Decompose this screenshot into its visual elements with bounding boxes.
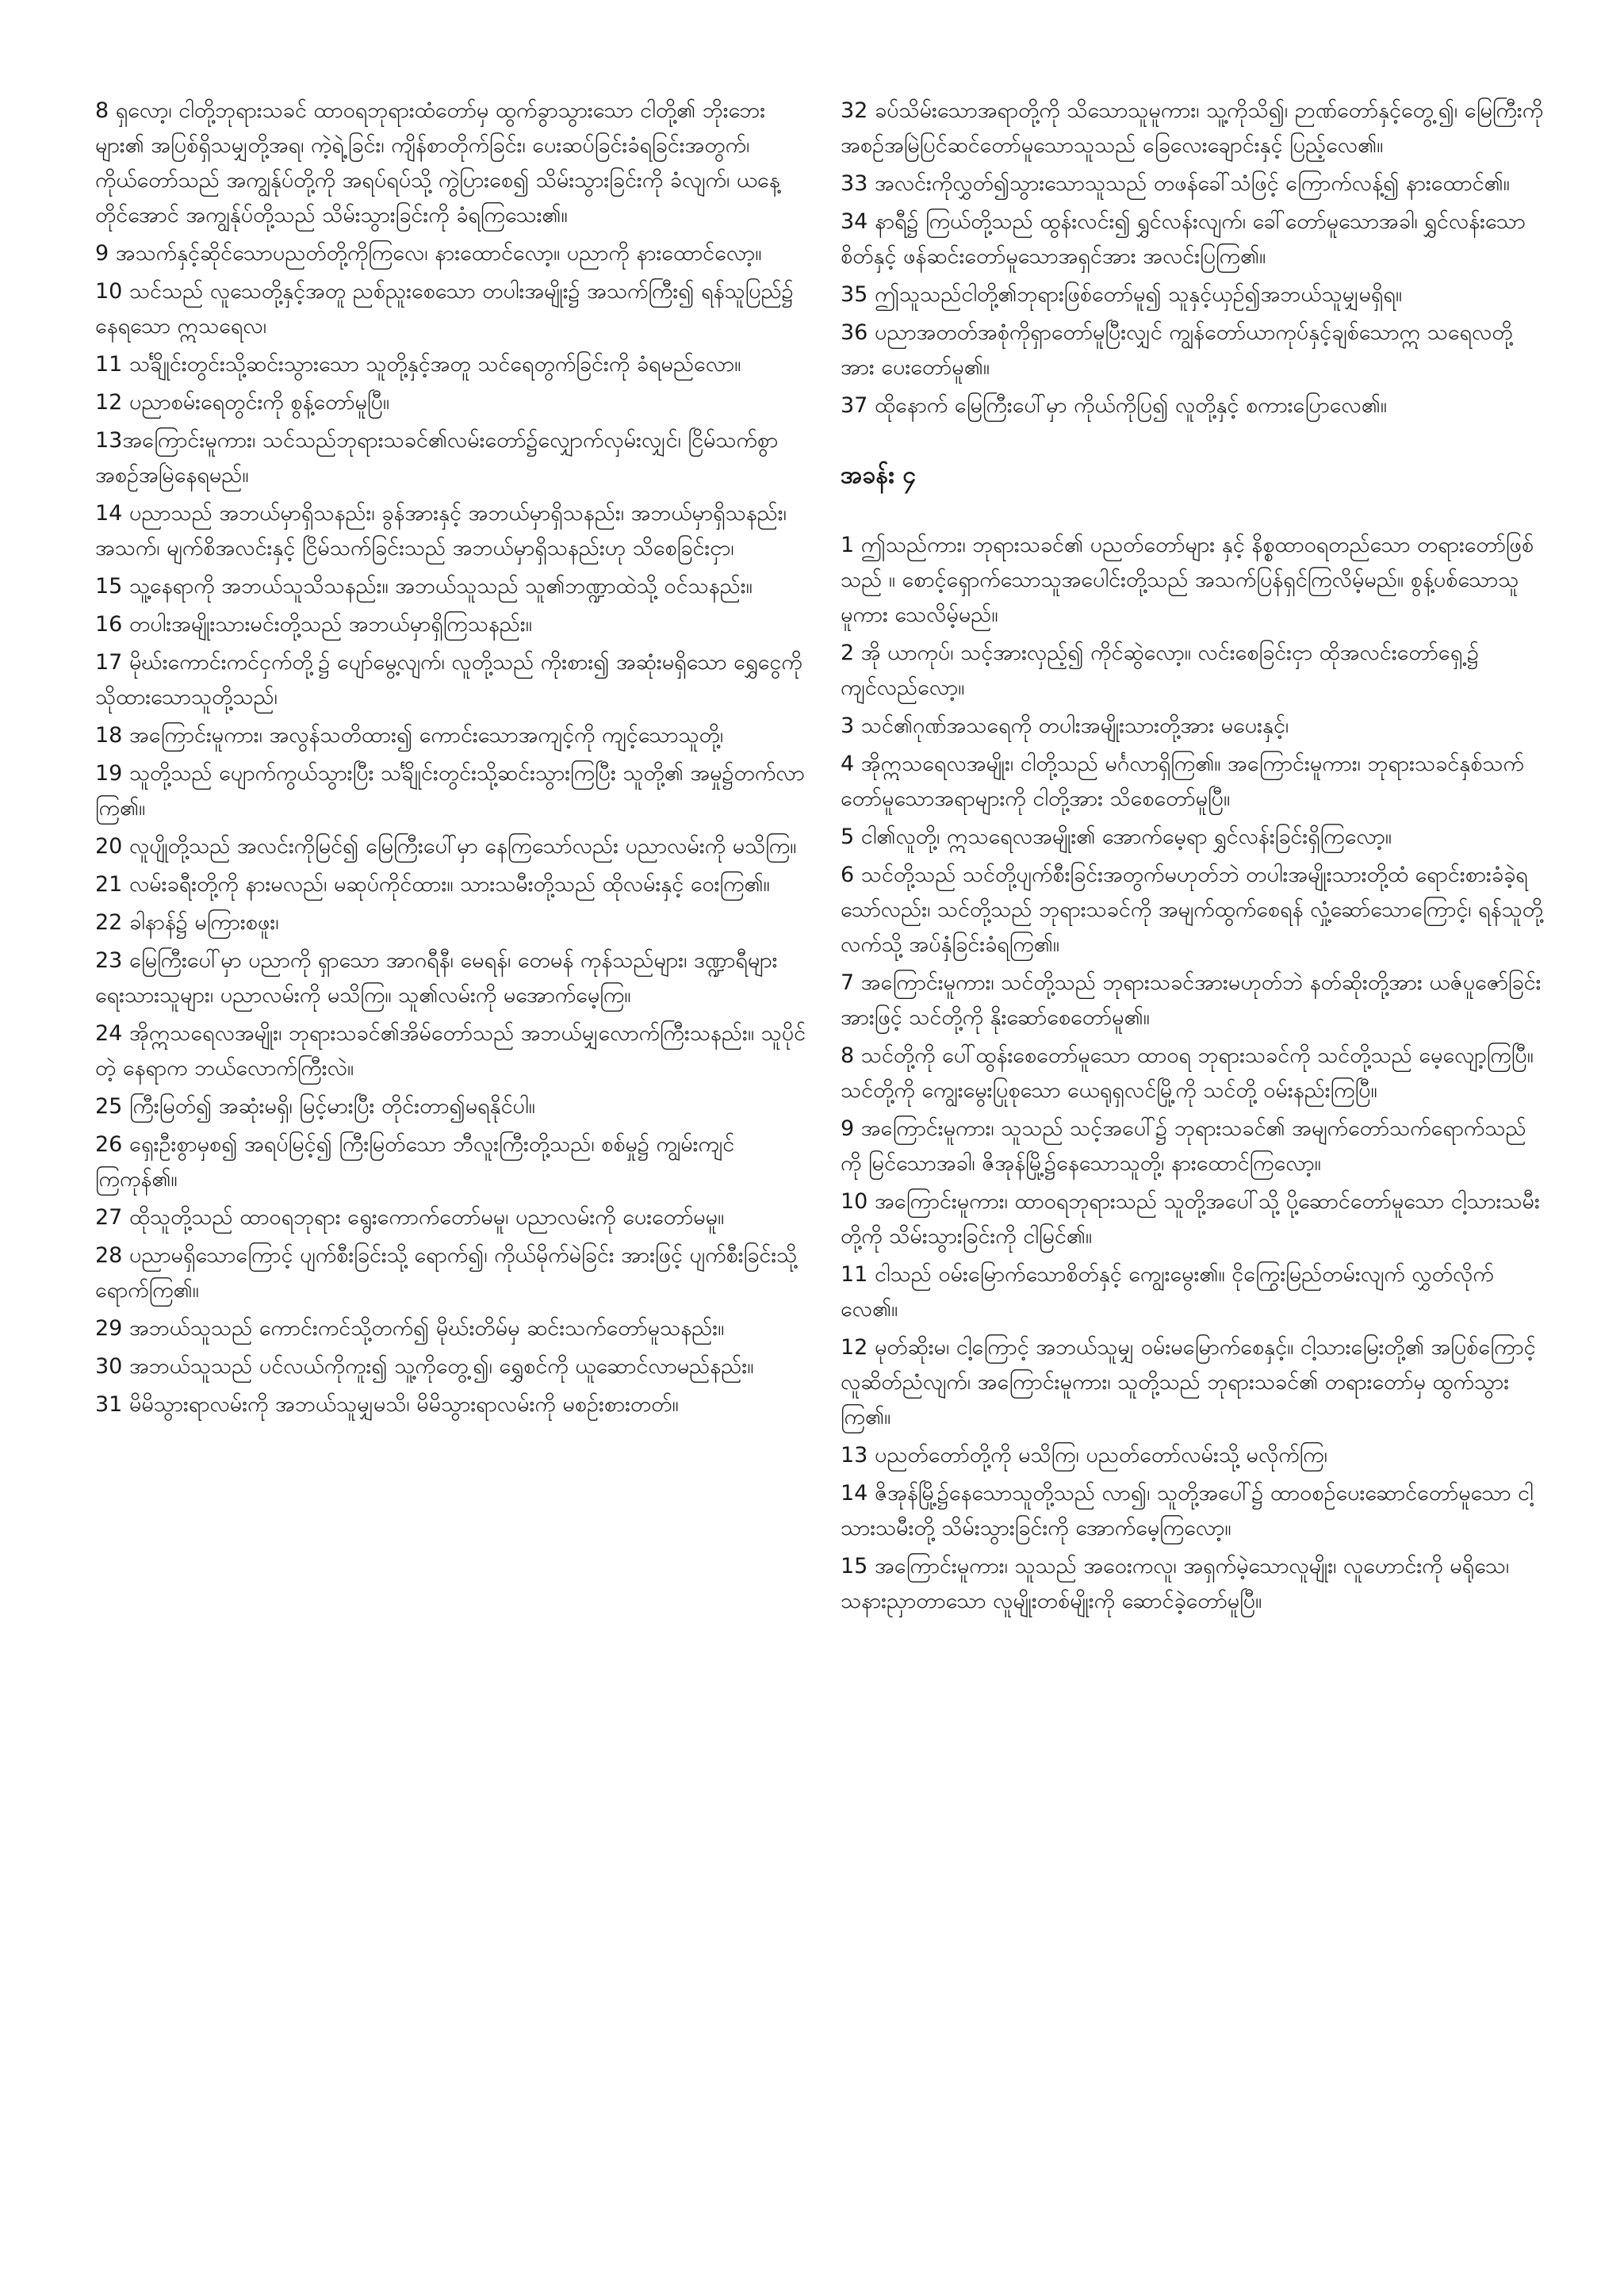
verse: 32 ခပ်သိမ်းသောအရာတို့ကို သိသောသူမူကား၊ သူ့ကိုသိ၍၊ ဉာဏ်တော်နှင့်တွေ့၍၊ မြေကြီးကို အစဉ်အမြဲပြင်ဆင်တော်မူသောသူသည် ခြေလေးချောင်းနှင့် ပြည့်လေ၏။ [841,98,1544,158]
verse: 30 အဘယ်သူသည် ပင်လယ်ကိုကူး၍ သူ့ကိုတွေ့၍၊ ရွှေစင်ကို ယူဆောင်လာမည်နည်း။ [95,1354,754,1379]
verse: 7 အကြောင်းမူကား၊ သင်တို့သည် ဘုရားသခင်အားမဟုတ်ဘဲ နတ်ဆိုးတို့အား ယဇ်ပူဇော်ခြင်းအားဖြင့် သင်တို့ကို နိုးဆော်စေတော်မူ၏။ [841,970,1542,1030]
right-column [841,94,1546,2234]
verse: 25 ကြီးမြတ်၍ အဆုံးမရှိ၊ မြင့်မားပြီး တိုင်းတာ၍မရနိုင်ပါ။ [95,1094,535,1119]
verse: 2 အို ယာကုပ်၊ သင့်အားလှည့်၍ ကိုင်ဆွဲလော့။ လင်းစေခြင်းငှာ ထိုအလင်းတော်ရှေ့၌ ကျင်လည်လော့။ [841,641,1480,700]
verse: 10 အကြောင်းမူကား၊ ထာဝရဘုရားသည် သူတို့အပေါ်သို့ ပို့ဆောင်တော်မူသော ငါ့သားသမီးတို့ကို သိမ်းသွားခြင်းကို ငါမြင်၏။ [841,1189,1540,1249]
verse: 21 လမ်းခရီးတို့ကို နားမလည်၊ မဆုပ်ကိုင်ထား။ သားသမီးတို့သည် ထိုလမ်းနှင့် ဝေးကြ၏။ [95,872,770,897]
verse: 8 သင်တို့ကို ပေါ်ထွန်းစေတော်မူသော ထာဝရ ဘုရားသခင်ကို သင်တို့သည် မေ့လျော့ကြပြီ။ သင်တို့ကို ကျွေးမွေးပြုစုသော ယေရုရှလင်မြို့ကို သင်တို့ ဝမ်းနည်းကြပြီ။ [841,1043,1534,1103]
verse: 36 ပညာအတတ်အစုံကိုရှာတော်မူပြီးလျှင် ကျွန်တော်ယာကုပ်နှင့်ချစ်သောဣ သရေလတို့အား ပေးတော်မူ၏။ [841,320,1513,380]
verse: 9 အသက်နှင့်ဆိုင်သောပညတ်တို့ကိုကြလေ၊ နားထောင်လော့။ ပညာကို နားထောင်လော့။ [95,241,762,266]
verse: 27 ထိုသူတို့သည် ထာဝရဘုရား ရွေးကောက်တော်မမူ၊ ပညာလမ်းကို ပေးတော်မမူ။ [95,1205,725,1230]
verse: 28 ပညာမရှိသောကြောင့် ပျက်စီးခြင်းသို့ ရောက်၍၊ ကိုယ်မိုက်မဲခြင်း အားဖြင့် ပျက်စီးခြင်းသို့ ရောက်ကြ၏။ [95,1243,798,1303]
verse: 10 သင်သည် လူသေတို့နှင့်အတူ ညစ်ညူးစေသော တပါးအမျိုး၌ အသက်ကြီး၍ ရန်သူပြည်၌ နေရသော ဣသရေလ၊ [95,279,794,339]
verse: 37 ထိုနောက် မြေကြီးပေါ်မှာ ကိုယ်ကိုပြ၍ လူတို့နှင့် စကားပြောလေ၏။ [841,393,1387,418]
verse: 31 မိမိသွားရာလမ်းကို အဘယ်သူမျှမသိ၊ မိမိသွားရာလမ်းကို မစဉ်းစားတတ်။ [95,1392,679,1417]
right-column-verses-after [841,528,1546,1619]
verse: 13 ပညတ်တော်တို့ကို မသိကြ၊ ပညတ်တော်လမ်းသို့ မလိုက်ကြ၊ [841,1443,1327,1468]
verse: 33 အလင်းကိုလွှတ်၍သွားသောသူသည် တဖန်ခေါ်သံဖြင့် ကြောက်လန့်၍ နားထောင်၏။ [841,171,1510,196]
verse: 1 ဤသည်ကား၊ ဘုရားသခင်၏ ပညတ်တော်များ နှင့် နိစ္စထာဝရတည်သော တရားတော်ဖြစ်သည် ။ စောင့်ရှောက်သောသူအပေါင်းတို့သည် အသက်ပြန်ရှင်ကြလိမ့်မည်။ စွန့်ပစ်သောသူမူကား သေလိမ့်မည်။ [841,533,1534,627]
verse: 22 ခါနာန်၌ မကြားစဖူး၊ [95,910,279,935]
verse: 3 သင်၏ဂုဏ်အသရေကို တပါးအမျိုးသားတို့အား မပေးနှင့်၊ [841,714,1289,738]
verse: 23 မြေကြီးပေါ်မှာ ပညာကို ရှာသော အာဂရီနီ၊ မေရန်၊ တေမန် ကုန်သည်များ၊ ဒဏ္ဍာရီများ ရေးသားသူများ၊ ပညာလမ်းကို မသိကြ။ သူ၏လမ်းကို မအောက်မေ့ကြ။ [95,948,778,1008]
verse: 12 ပညာစမ်းရေတွင်းကို စွန့်တော်မူပြီ။ [95,390,390,415]
verse: 11 ငါသည် ဝမ်းမြောက်သောစိတ်နှင့် ကျွေးမွေး၏။ ငိုကြွေးမြည်တမ်းလျက် လွှတ်လိုက်လေ၏။ [841,1262,1494,1322]
verse: 15 သူ့နေရာကို အဘယ်သူသိသနည်း။ အဘယ်သူသည် သူ၏ဘဏ္ဍာထဲသို့ ဝင်သနည်း။ [95,574,753,599]
verse: 26 ရှေးဦးစွာမှစ၍ အရပ်မြင့်၍ ကြီးမြတ်သော ဘီလူးကြီးတို့သည်၊ စစ်မှု၌ ကျွမ်းကျင်ကြကုန်၏။ [95,1132,735,1192]
verse: 8 ရှလော့၊ ငါတို့ဘုရားသခင် ထာဝရဘုရားထံတော်မှ ထွက်ခွာသွားသော ငါတို့၏ ဘိုးဘေးများ၏ အပြစ်ရှိသမျှတို့အရ၊ ကဲ့ရဲ့ခြင်း၊ ကျိန်စာတိုက်ခြင်း၊ ပေးဆပ်ခြင်းခံရခြင်းအတွက်၊ ကိုယ်တော်သည် အကျွန်ုပ်တို့ကို အရပ်ရပ်သို့ ကွဲပြားစေ၍ သိမ်းသွားခြင်းကို ခံလျက်၊ ယနေ့တိုင်အောင် အကျွန်ုပ်တို့သည် သိမ်းသွားခြင်းကို ခံရကြသေး၏။ [95,98,780,228]
verse: 5 ငါ၏လူတို့၊ ဣသရေလအမျိုး၏ အောက်မေ့ရာ ရွှင်လန်းခြင်းရှိကြလော့။ [841,825,1392,849]
right-column-verses-before [841,94,1546,423]
left-column [95,94,809,2234]
verse: 19 သူတို့သည် ပျောက်ကွယ်သွားပြီး သင်္ချိုင်းတွင်းသို့ဆင်းသွားကြပြီး သူတို့၏ အမှု၌တက်လာကြ၏။ [95,761,805,821]
document-page [95,94,1546,2234]
verse: 9 အကြောင်းမူကား၊ သူသည် သင့်အပေါ်၌ ဘုရားသခင်၏ အမျက်တော်သက်ရောက်သည်ကို မြင်သောအခါ၊ ဇိအုန်မြို့၌နေသောသူတို့၊ နားထောင်ကြလော့။ [841,1116,1526,1176]
verse: 6 သင်တို့သည် သင်တို့ပျက်စီးခြင်းအတွက်မဟုတ်ဘဲ တပါးအမျိုးသားတို့ထံ ရောင်းစားခံခဲ့ရသော်လည်း၊ သင်တို့သည် ဘုရားသခင်ကို အမျက်ထွက်စေရန် လှုံ့ဆော်သောကြောင့်၊ ရန်သူတို့လက်သို့ အပ်နှံခြင်းခံရကြ၏။ [841,863,1544,957]
chapter-heading: အခန်း ၄ [841,461,916,489]
verse: 14 ပညာသည် အဘယ်မှာရှိသနည်း၊ ခွန်အားနှင့် အဘယ်မှာရှိသနည်း၊ အဘယ်မှာရှိသနည်း၊ အသက်၊ မျက်စိအလင်းနှင့် ငြိမ်သက်ခြင်းသည် အဘယ်မှာရှိသနည်းဟု သိစေခြင်းငှာ၊ [95,501,787,561]
verse: 12 မုတ်ဆိုးမ၊ ငါ့ကြောင့် အဘယ်သူမျှ ဝမ်းမမြောက်စေနှင့်။ ငါ့သားမြေးတို့၏ အပြစ်ကြောင့် လူဆိတ်ညံလျက်၊ အကြောင်းမူကား၊ သူတို့သည် ဘုရားသခင်၏ တရားတော်မှ ထွက်သွားကြ၏။ [841,1335,1536,1429]
verse: 15 အကြောင်းမူကား၊ သူသည် အဝေးကလူ၊ အရှက်မဲ့သောလူမျိုး၊ လူဟောင်းကို မရိုသေ၊ သနားညှာတာသော လူမျိုးတစ်မျိုးကို ဆောင်ခဲ့တော်မူပြီ။ [841,1554,1510,1613]
verse: 11 သင်္ချိုင်းတွင်းသို့ဆင်းသွားသော သူတို့နှင့်အတူ သင်ရေတွက်ခြင်းကို ခံရမည်လော။ [95,352,741,377]
verse: 24 အိုဣသရေလအမျိုး၊ ဘုရားသခင်၏အိမ်တော်သည် အဘယ်မျှလောက်ကြီးသနည်း။ သူပိုင်တဲ့ နေရာက ဘယ်လောက်ကြီးလဲ။ [95,1021,806,1081]
verse: 29 အဘယ်သူသည် ကောင်းကင်သို့တက်၍ မိုဃ်းတိမ်မှ ဆင်းသက်တော်မူသနည်း။ [95,1316,725,1341]
verse: 13အကြောင်းမူကား၊ သင်သည်ဘုရားသခင်၏လမ်းတော်၌လျှောက်လှမ်းလျှင်၊ ငြိမ်သက်စွာအစဉ်အမြဲနေရမည်။ [95,428,779,488]
verse: 17 မိုဃ်းကောင်းကင်ငှက်တို့၌ ပျော်မွေ့လျက်၊ လူတို့သည် ကိုးစား၍ အဆုံးမရှိသော ရွှေငွေကို သိုထားသောသူတို့သည်၊ [95,650,802,710]
verse: 35 ဤသူသည်ငါတို့၏ဘုရားဖြစ်တော်မူ၍ သူနှင့်ယှဉ်၍အဘယ်သူမျှမရှိရ။ [841,282,1403,307]
verse: 20 လူပျိုတို့သည် အလင်းကိုမြင်၍ မြေကြီးပေါ်မှာ နေကြသော်လည်း ပညာလမ်းကို မသိကြ။ [95,834,797,859]
verse: 4 အိုဣသရေလအမျိုး၊ ငါတို့သည် မင်္ဂလာရှိကြ၏။ အကြောင်းမူကား၊ ဘုရားသခင်နှစ်သက်တော်မူသောအရာများကို ငါတို့အား သိစေတော်မူပြီ။ [841,752,1524,811]
verse: 34 နာရီ၌ ကြယ်တို့သည် ထွန်းလင်း၍ ရွှင်လန်းလျက်၊ ခေါ်တော်မူသောအခါ၊ ရွှင်လန်းသောစိတ်နှင့် ဖန်ဆင်းတော်မူသောအရှင်အား အလင်းပြကြ၏။ [841,209,1526,269]
verse: 18 အကြောင်းမူကား၊ အလွန်သတိထား၍ ကောင်းသောအကျင့်ကို ကျင့်သောသူတို့၊ [95,723,724,748]
verse: 16 တပါးအမျိုးသားမင်းတို့သည် အဘယ်မှာရှိကြသနည်း။ [95,612,532,637]
verse: 14 ဇိအုန်မြို့၌နေသောသူတို့သည် လာ၍၊ သူတို့အပေါ်၌ ထာဝစဉ်ပေးဆောင်တော်မူသော ငါ့သားသမီးတို့ သိမ်းသွားခြင်းကို အောက်မေ့ကြလော့။ [841,1481,1534,1540]
